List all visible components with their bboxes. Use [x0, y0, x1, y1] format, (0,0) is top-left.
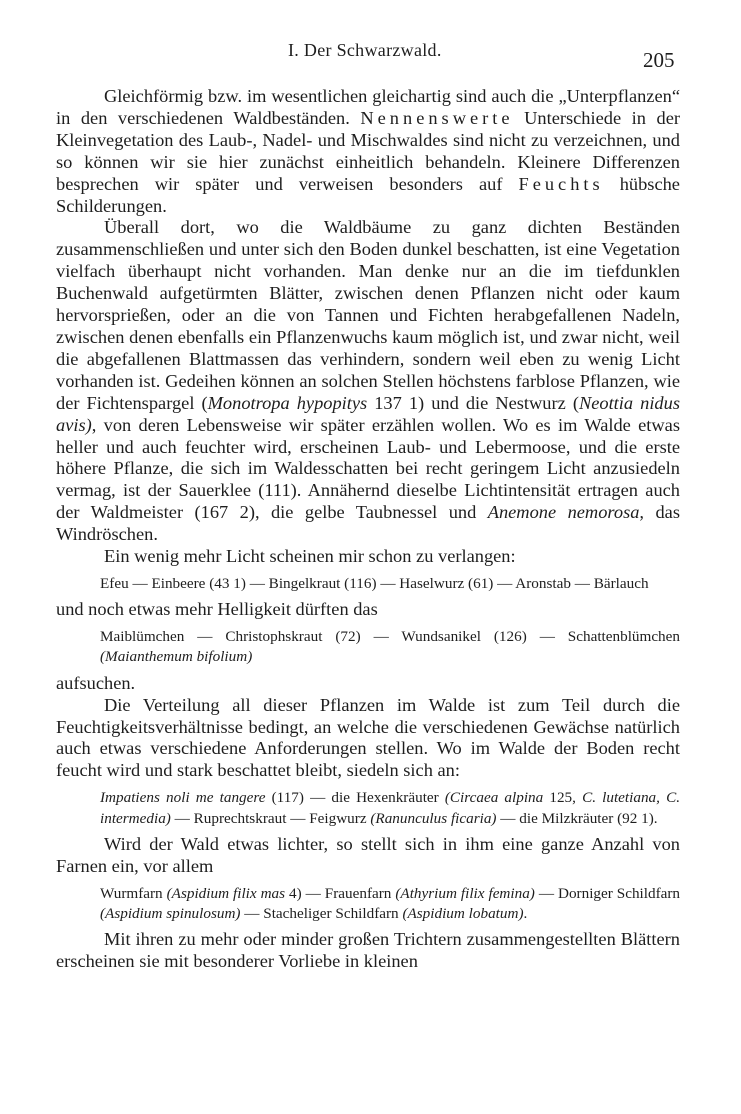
species-name: Anemone nemorosa, [487, 502, 645, 523]
page-number: 205 [643, 48, 675, 72]
text-run: 125, [543, 789, 583, 807]
running-title: I. Der Schwarzwald. [288, 40, 442, 60]
text-run: — Ruprechtskraut — Feigwurz [170, 809, 371, 827]
plant-list-4 [56, 884, 680, 925]
paragraph-1 [56, 86, 680, 217]
spaced-emphasis: Feuchts [518, 173, 604, 194]
species-name: Monotropa hypopitys [207, 392, 368, 413]
paragraph-3: Ein wenig mehr Licht scheinen mir schon zu verlangen: [104, 546, 516, 567]
species-name: Neottia nidus avis) [56, 392, 680, 435]
paragraph-5: aufsuchen. [56, 672, 136, 693]
text-run: Wurmfarn [100, 884, 167, 902]
species-name: (Aspidium lobatum) [402, 904, 524, 922]
text-run: — die Milzkräuter (92 1). [496, 809, 658, 827]
species-name: (Circaea alpina [444, 789, 544, 807]
paragraph-4: und noch etwas mehr Helligkeit dürften das [56, 599, 378, 620]
body-text [56, 86, 680, 973]
plant-list-3 [56, 788, 680, 829]
species-name: Impatiens noli me tangere [100, 789, 266, 807]
text-run: — Stacheliger Schildfarn [240, 904, 403, 922]
text-run: das Windröschen. [56, 502, 680, 545]
text-run: — Dorniger Schildfarn [534, 884, 681, 902]
text-run: Gleichförmig bzw. im wesentlichen gleichartig sind auch die „Unterpflanzen“ in den verschiedenen Waldbeständen. [56, 86, 680, 128]
plant-list-2 [56, 627, 680, 668]
text-run: Maiblümchen — Christophskraut (72) — Wundsanikel (126) — Schattenblümchen [100, 628, 680, 646]
text-run: 137 1) und die Nestwurz ( [367, 392, 579, 413]
paragraph-8: Mit ihren zu mehr oder minder großen Trichtern zusammengestellten Blättern erscheinen sie mit besonderer Vorliebe in kleinen [56, 929, 680, 972]
species-name: C. lutetiana, C. intermedia) [100, 789, 681, 827]
species-name: (Aspidium spinulosum) [100, 904, 241, 922]
text-run: hübsche Schilderungen. [56, 173, 680, 216]
species-name: (Maianthemum bifolium) [100, 648, 253, 666]
species-name: (Athyrium filix femina) [395, 884, 535, 902]
text-run: 4) — Frauenfarn [285, 884, 396, 902]
text-run: , von deren Lebensweise wir später erzählen wollen. Wo es im Walde etwas heller und auch feuchter wird, erscheinen Laub- und Lebermoose, und die erste höhere Pflanze, die sich im Waldesschatten bei recht geringem Licht anzusiedeln vermag, ist der Sauerklee (111). Annähernd dieselbe Lichtintensität ertragen auch der Waldmeister (167 2), die gelbe Taubnessel und [56, 414, 680, 523]
text-run: Unterschiede in der Kleinvegetation des Laub-, Nadel- und Mischwaldes sind nicht zu verzeichnen, und so können wir sie hier zunächst einheitlich behandeln. Kleinere Differenzen besprechen wir später und verweisen besonders auf [56, 107, 680, 194]
plant-list-1: Efeu — Einbeere (43 1) — Bingelkraut (116) — Haselwurz (61) — Aronstab — Bärlauch [100, 574, 649, 592]
spaced-emphasis: Nennenswerte [360, 107, 514, 128]
species-name: (Aspidium filix mas [166, 884, 286, 902]
species-name: (Ranunculus ficaria) [370, 809, 497, 827]
text-run: (117) — die Hexenkräuter [265, 789, 445, 807]
paragraph-6: Die Verteilung all dieser Pflanzen im Walde ist zum Teil durch die Feuchtigkeitsverhältnisse bedingt, an welche die verschiedenen Gewächse natürlich auch etwas verschiedene Anforderungen stellen. Wo im Walde der Boden recht feucht wird und stark beschattet bleibt, siedeln sich an: [56, 694, 680, 781]
paragraph-2 [56, 217, 680, 546]
text-run: Überall dort, wo die Waldbäume zu ganz dichten Beständen zusammenschließen und unter sich den Boden dunkel beschatten, ist eine Vegetation vielfach überhaupt nicht vorhanden. Man denke nur an die im tiefdunklen Buchenwald aufgetürmten Blätter, zwischen denen Pflanzen nicht oder kaum hervorsprießen, oder an die von Tannen und Fichten herabgefallenen Nadeln, zwischen denen ebenfalls ein Pflanzenwuchs kaum möglich ist, und zwar nicht, weil die abgefallenen Blattmassen das verhindern, sondern weil eben zu wenig Licht vorhanden ist. Gedeihen können an solchen Stellen höchstens farblose Pflanzen, wie der Fichtenspargel ( [56, 217, 680, 413]
text-run: . [523, 904, 528, 922]
paragraph-7: Wird der Wald etwas lichter, so stellt sich in ihm eine ganze Anzahl von Farnen ein, vor allem [56, 833, 680, 876]
